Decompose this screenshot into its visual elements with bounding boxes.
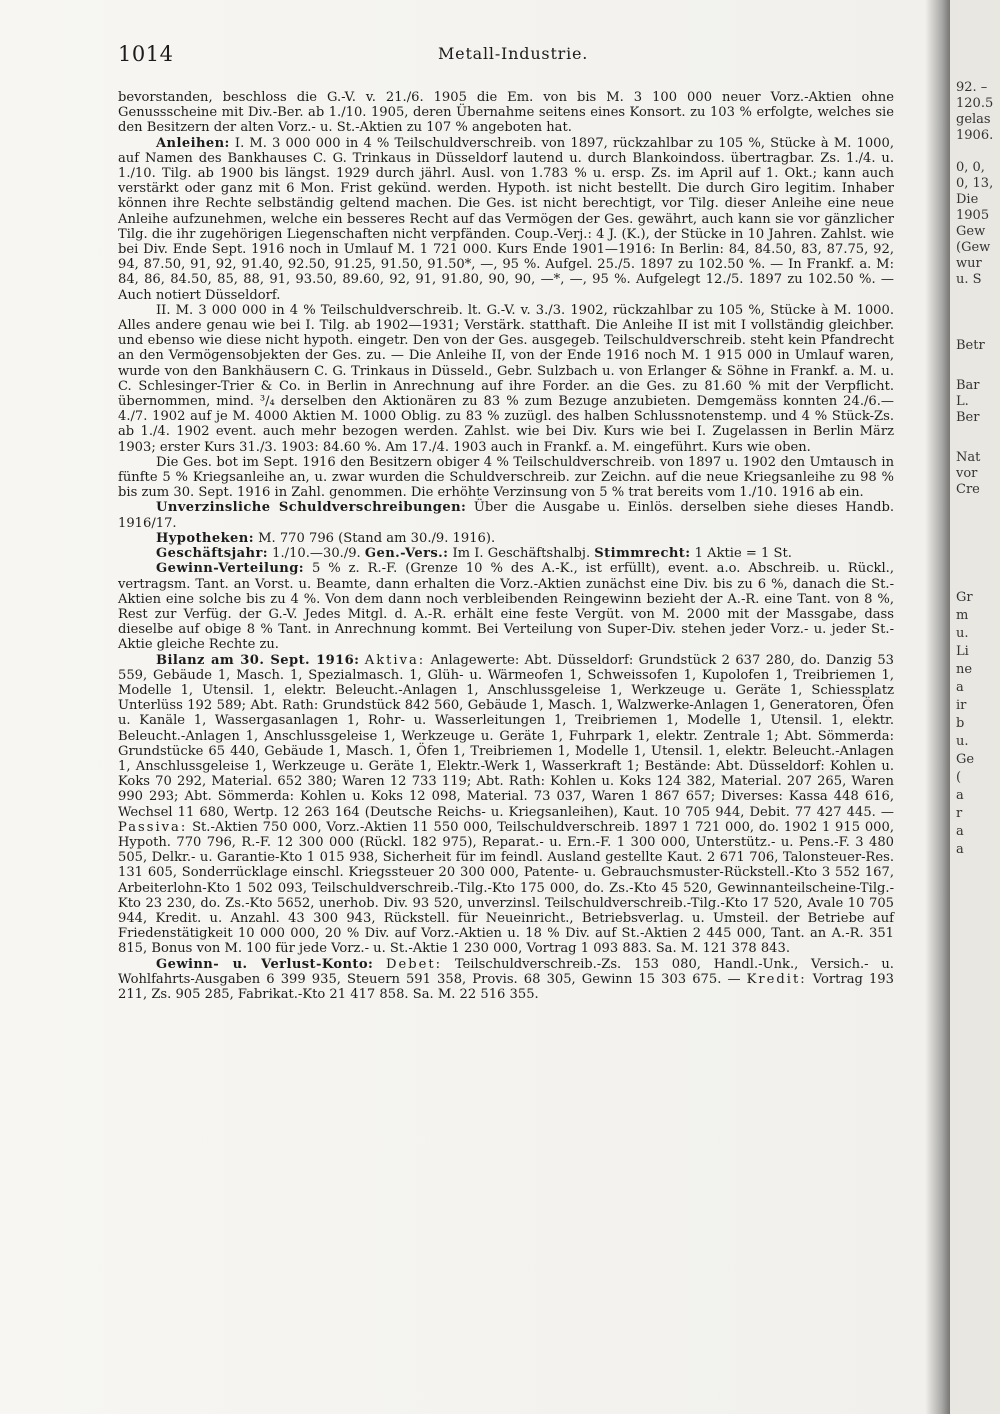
edge-fragment: u. (956, 626, 969, 641)
edge-fragment: (Gew (956, 240, 991, 255)
kredit-label: Kredit: (746, 971, 807, 987)
edge-fragment: u. (956, 734, 969, 749)
edge-fragment: Gr (956, 590, 973, 605)
section-label: Hypotheken: (156, 530, 254, 546)
edge-fragment: ( (956, 770, 962, 785)
page-header (118, 38, 898, 68)
edge-fragment: u. S (956, 272, 982, 287)
paragraph-text: II. M. 3 000 000 in 4 % Teilschuldverschreib. lt. G.-V. v. 3./3. 1902, rückzahlbar zu 105 %, Stücke à M. 1000. Alles andere genau wie bei I. Tilg. ab 1902—1931; Verstärk. statthaft. Die Anleihe II ist mit I vollständig gleichber. und ebenso wie diese nicht hypoth. eingetr. Den von der Ges. ausgegeb. Teilschuldverschreib. steht kein Pfandrecht an den Vermögensobjekten der Ges. zu. — Die Anleihe II, von der Ende 1916 noch M. 1 915 000 in Umlauf waren, wurde von den Bankhäusern C. G. Trinkaus in Düsseld., Gebr. Sulzbach u. von Erlanger & Söhne in Frankf. a. M. u. C. Schlesinger-Trier & Co. in Berlin in Anrechnung auf ihre Forder. an die Ges. zu 81.60 % mit der Verpflicht. übernommen, mind. ³/₄ derselben den Aktionären zu 83 % zum Bezuge anzubieten. Demgemäss konnten 24./6.—4./7. 1902 auf je M. 4000 Aktien M. 1000 Oblig. zu 83 % zuzügl. des halben Schlussnotenstemp. und 4 % Stück-Zs. ab 1./4. 1902 event. auch mehr bezogen werden. Zahlst. wie bei Div. Kurs wie bei I. Zugelassen in Berlin März 1903; erster Kurs 31./3. 1903: 84.60 %. Am 17./4. 1903 auch in Frankf. a. M. eingeführt. Kurs wie oben. (118, 302, 894, 455)
paragraph-geschaeftsjahr (118, 546, 894, 561)
section-label: Gewinn-Verteilung: (156, 561, 305, 577)
edge-fragment: 0, 0, (956, 160, 985, 175)
paragraph-hypotheken (118, 531, 894, 546)
paragraph-text: M. 770 796 (Stand am 30./9. 1916). (258, 530, 496, 546)
edge-fragment: m (956, 608, 969, 623)
edge-fragment: L. (956, 394, 969, 409)
paragraph-text: 5 % z. R.-F. (Grenze 10 % des A.-K., ist erfüllt), event. a.o. Abschreib. u. Rückl., vertragsm. Tant. an Vorst. u. Beamte, dann erhalten die Vorz.-Aktien zunächst eine Div. bis zu 6 %, danach die St.-Aktien eine solche bis zu 4 %. Von dem dann noch verbleibenden Reingewinn bezieht der A.-R. eine Tant. von 8 %, Rest zur Verfüg. der G.-V. Jedes Mitgl. d. A.-R. erhält eine feste Vergüt. von M. 2000 mit der Massgabe, dass dieselbe auf obige 8 % Tant. in Anrechnung kommt. Bei Verteilung von Super-Div. stehen jeder Vorz.- u. jeder St.-Aktie gleiche Rechte zu. (118, 561, 894, 653)
paragraph-text: bevorstanden, beschloss die G.-V. v. 21./6. 1905 die Em. von bis M. 3 100 000 neuer Vorz.-Aktien ohne Genussscheine mit Div.-Ber. ab 1./10. 1905, deren Übernahme seitens eines Konsort. zu 103 % erfolgte, welches sie den Besitzern der alten Vorz.- u. St.-Aktien zu 107 % angeboten hat. (118, 90, 894, 136)
edge-fragment: Ber (956, 410, 980, 425)
paragraph-text-passiva: St.-Aktien 750 000, Vorz.-Aktien 11 550 000, Teilschuldverschreib. 1897 1 721 000, do. 1902 1 915 000, Hypoth. 770 796, R.-F. 12 300 000 (Rückl. 182 975), Reparat.- u. Ern.-F. 1 300 000, Unterstütz.- u. Pens.-F. 3 480 505, Delkr.- u. Garantie-Kto 1 015 938, Sicherheit für im feindl. Ausland gestellte Kaut. 2 671 706, Talonsteuer-Res. 131 605, Sonderrücklage einschl. Kriegssteuer 20 300 000, Patente- u. Gebrauchsmuster-Rückstell.-Kto 3 552 167, Arbeiterlohn-Kto 1 502 093, Teilschuldverschreib.-Tilg.-Kto 175 000, do. Zs.-Kto 45 520, Gewinnanteilscheine-Tilg.-Kto 23 230, do. Zs.-Kto 5652, unerhob. Div. 93 520, unverzinsl. Teilschuldverschreib.-Tilg.-Kto 17 520, Avale 10 705 944, Kredit. u. Anzahl. 43 300 943, Rückstell. für Neueinricht., Betriebsverlag. u. Umsteil. der Betriebe auf Friedenstätigkeit 10 000 000, 20 % Div. auf Vorz.-Aktien u. 18 % Div. auf St.-Aktien 2 445 000, Tant. an A.-R. 351 815, Bonus von M. 100 für jede Vorz.- u. St.-Aktie 1 230 000, Vortrag 1 093 883. Sa. M. 121 378 843. (118, 819, 894, 957)
edge-fragment: 0, 13, (956, 176, 994, 191)
edge-fragment: Betr (956, 338, 985, 353)
passiva-label: Passiva: (118, 819, 188, 835)
edge-fragment: 1905 (956, 208, 990, 223)
section-label-stimmrecht: Stimmrecht: (594, 546, 691, 562)
edge-fragment: 1906. (956, 128, 994, 143)
edge-fragment: Bar (956, 378, 980, 393)
edge-fragment: a (956, 842, 964, 857)
paragraph-text: 1./10.—30./9. (272, 546, 361, 562)
section-label: Unverzinsliche Schuldverschreibungen: (156, 500, 467, 516)
section-label: Anleihen: (156, 135, 230, 151)
edge-fragment: gelas (956, 112, 991, 127)
edge-fragment: a (956, 824, 964, 839)
paragraph-anleihen (118, 136, 894, 303)
paragraph-text: I. M. 3 000 000 in 4 % Teilschuldverschreib. von 1897, rückzahlbar zu 105 %, Stücke à M. 1000, auf Namen des Bankhauses C. G. Trinkaus in Düsseldorf lautend u. durch Blankoindoss. übertragbar. Zs. 1./4. u. 1./10. Tilg. ab 1900 bis längst. 1929 durch jährl. Ausl. von 1.783 % u. ersp. Zs. im April auf 1. Okt.; kann auch verstärkt oder ganz mit 6 Mon. Frist gekünd. werden. Hypoth. ist nicht bestellt. Die durch Giro legitim. Inhaber können ihre Rechte selbständig geltend machen. Die Ges. ist nicht berechtigt, vor Tilg. dieser Anleihe eine neue Anleihe aufzunehmen, welche ein besseres Recht auf das Vermögen der Ges. gewährt, auch kann sie vor gänzlicher Tilg. die ihr zugehörigen Liegenschaften nicht verpfänden. Coup.-Verj.: 4 J. (K.), der Stücke in 10 Jahren. Zahlst. wie bei Div. Ende Sept. 1916 noch in Umlauf M. 1 721 000. Kurs Ende 1901—1916: In Berlin: 84, 84.50, 83, 87.75, 92, 94, 87.50, 91, 92, 91.40, 92.50, 91.25, 91.50, 91.50*, —, 95 %. Aufgel. 25./5. 1897 zu 102.50 %. — In Frankf. a. M: 84, 86, 84.50, 85, 88, 91, 93.50, 89.60, 92, 91, 91.80, 90, 90, —*, —, 95 %. Aufgelegt 12./5. 1897 zu 102.50 %. — Auch notiert Düsseldorf. (118, 135, 894, 303)
edge-fragment: Cre (956, 482, 980, 497)
section-label: Geschäftsjahr: (156, 546, 268, 562)
body-text (118, 90, 894, 1002)
edge-fragment: Ge (956, 752, 975, 767)
edge-fragment: wur (956, 256, 982, 271)
edge-fragment: 120.5 (956, 96, 994, 111)
paragraph-text-debet: Teilschuldverschreib.-Zs. 153 080, Handl.-Unk., Versich.- u. Wohlfahrts-Ausgaben 6 399 935, Steuern 591 358, Provis. 68 305, Gewinn 15 303 675. — (118, 956, 894, 987)
edge-fragment: a (956, 680, 964, 695)
paragraph-bilanz (118, 653, 894, 957)
aktiva-label: Aktiva: (364, 652, 426, 668)
paragraph-text-gen-vers: Im I. Geschäftshalbj. (452, 546, 591, 562)
edge-fragment: Die (956, 192, 979, 207)
section-label-gen-vers: Gen.-Vers.: (364, 546, 449, 562)
edge-fragment: ir (956, 698, 967, 713)
paragraph-text-aktiva: Anlagewerte: Abt. Düsseldorf: Grundstück 2 637 280, do. Danzig 53 559, Gebäude 1, Masch. 1, Spezialmasch. 1, Glüh- u. Wärmeofen 1, Schweissofen 1, Kupolofen 1, Treibriemen 1, Modelle 1, Utensil. 1, elektr. Beleucht.-Anlagen 1, Anschlussgeleise 1, Werkzeuge u. Geräte 1, Schiessplatz Unterlüss 192 589; Abt. Rath: Grundstück 842 560, Gebäude 1, Masch. 1, Walzwerke-Anlagen 1, Generatoren, Öfen u. Kanäle 1, Wassergasanlagen 1, Rohr- u. Wasserleitungen 1, Treibriemen 1, Modelle 1, Utensil. 1, elektr. Beleucht.-Anlagen 1, Anschlussgeleise 1, Werkzeuge u. Geräte 1, Fuhrpark 1, elektr. Zentrale 1; Abt. Sömmerda: Grundstücke 65 440, Gebäude 1, Masch. 1, Öfen 1, Treibriemen 1, Modelle 1, Utensil. 1, elektr. Beleucht.-Anlagen 1, Anschlussgeleise 1, Werkzeuge u. Geräte 1, Elektr.-Werk 1, Wasserkraft 1; Bestände: Abt. Düsseldorf: Kohlen u. Koks 70 292, Material. 652 380; Waren 12 733 119; Abt. Rath: Kohlen u. Koks 124 382, Material. 207 265, Waren 990 293; Abt. Sömmerda: Kohlen u. Koks 12 098, Material. 73 037, Waren 1 867 657; Diverses: Kassa 448 616, Wechsel 11 680, Wertp. 12 263 164 (Deutsche Reichs- u. Kriegsanleihen), Kaut. 10 705 944, Debit. 77 427 445. — (118, 652, 894, 820)
paragraph-text: Die Ges. bot im Sept. 1916 den Besitzern obiger 4 % Teilschuldverschreib. von 1897 u. 1902 den Umtausch in fünfte 5 % Kriegsanleihe an, u. zwar wurden die Schuldverschreib. zur Zeichn. auf die neue Kriegsanleihe zu 98 % bis zum 30. Sept. 1916 in Zahl. genommen. Die erhöhte Verzinsung von 5 % trat bereits vom 1./10. 1916 ab ein. (118, 454, 894, 501)
edge-fragment: ne (956, 662, 973, 677)
edge-fragment: vor (956, 466, 978, 481)
paragraph-gewinn-verteilung (118, 561, 894, 652)
edge-fragment: 92. – (956, 80, 988, 95)
facing-page-edge (950, 0, 1000, 1414)
paragraph-unverzinsliche (118, 500, 894, 530)
paragraph-anleihe-ii (118, 303, 894, 455)
edge-fragment: a (956, 788, 964, 803)
paragraph-text: Über die Ausgabe u. Einlös. derselben siehe dieses Handb. 1916/17. (118, 500, 894, 531)
debet-label: Debet: (385, 956, 443, 972)
paragraph-gewinn-verlust (118, 957, 894, 1003)
edge-fragment: Li (956, 644, 969, 659)
paragraph-text-kredit: Vortrag 193 211, Zs. 905 285, Fabrikat.-Kto 21 417 858. Sa. M. 22 516 355. (118, 971, 894, 1002)
section-label: Bilanz am 30. Sept. 1916: (156, 652, 360, 668)
paragraph-intro (118, 90, 894, 136)
edge-fragment: b (956, 716, 965, 731)
edge-fragment: Gew (956, 224, 986, 239)
paragraph-text-stimmrecht: 1 Aktie = 1 St. (694, 546, 792, 562)
edge-fragment: r (956, 806, 963, 821)
page-number: 1014 (118, 42, 174, 66)
section-label: Gewinn- u. Verlust-Konto: (156, 956, 374, 972)
paragraph-umtausch (118, 455, 894, 501)
edge-fragment: Nat (956, 450, 981, 465)
running-title: Metall-Industrie. (438, 44, 589, 63)
